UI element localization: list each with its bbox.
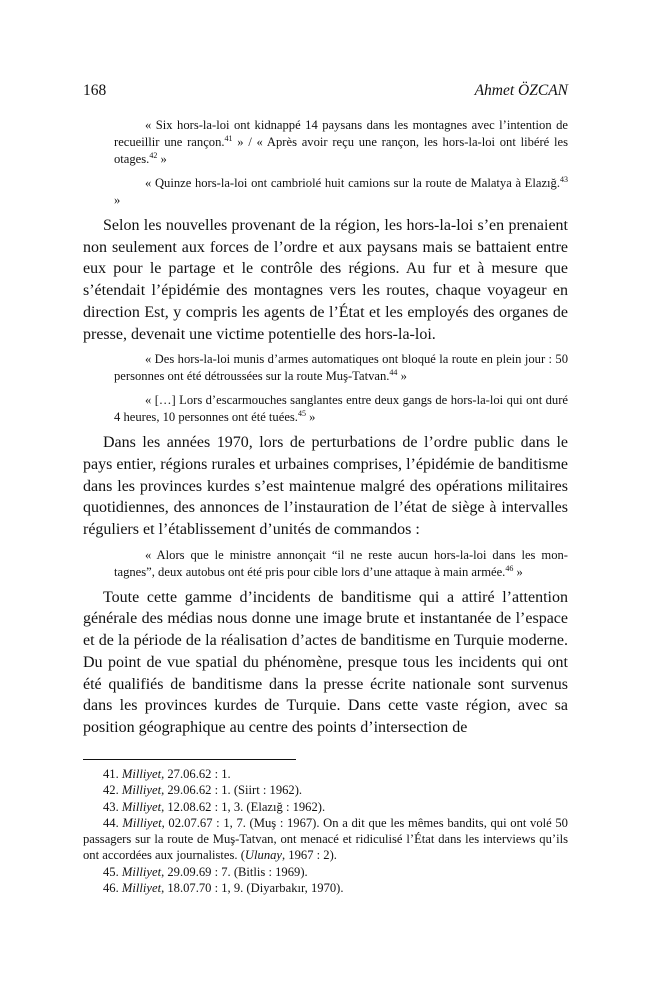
quote-text: » xyxy=(114,193,121,207)
body-paragraph: Selon les nouvelles provenant de la région, les hors-la-loi s’en prenaient non seulement aux forces de l’ordre et aux paysans mais se battaient entre eux pour le partage et le contrôle des régions. Au fur et à mesure que s’étendait l’épidémie des montagnes vers les routes, chaque voyageur en direction Est, y compris les agents de l’État et les employés des organes de presse, devenait une victime potentielle des hors-la-loi. xyxy=(83,217,568,343)
quote-text: « Alors que le ministre annonçait “il ne reste aucun hors-la-loi dans les montagnes”, deux autobus ont été pris pour cible lors d’une attaque à main armée. xyxy=(114,547,568,579)
quote-text: » xyxy=(157,152,167,166)
footnote-text: , 27.06.62 : 1. xyxy=(161,767,231,781)
footnote-number: 42. xyxy=(103,783,119,798)
block-quote xyxy=(114,117,568,168)
footnote-source: Milliyet xyxy=(122,815,162,830)
footnote xyxy=(83,799,568,815)
block-quote xyxy=(114,392,568,426)
footnote-source: Milliyet xyxy=(121,799,162,814)
footnote xyxy=(83,815,568,864)
footnote-text: , 02.07.67 : 1, 7. (Muş : 1967). On a dit que les mêmes bandits, qui ont volé 50 passagers sur la route de Muş-Tatvan, ont menacé et ridiculisé l’État dans les interviews qu’ils ont accordées aux journalistes. ( xyxy=(83,815,568,863)
quote-text: « Quinze hors-la-loi ont cambriolé huit camions sur la route de Malatya à Elazığ. xyxy=(145,176,560,190)
footnotes xyxy=(83,766,568,896)
quote-text: » xyxy=(397,369,407,384)
footnote-text: , 18.07.70 : 1, 9. (Diyarbakır, 1970). xyxy=(161,881,344,896)
footnote-ref: 41 xyxy=(224,134,233,143)
footnote-source: Milliyet xyxy=(121,881,162,896)
footnote-number: 46. xyxy=(103,881,119,896)
footnote-source: Milliyet xyxy=(121,767,162,781)
quote-text: » xyxy=(305,410,316,425)
footnote-text: , 29.09.69 : 7. (Bitlis : 1969). xyxy=(161,864,308,879)
footnote-ref: 43 xyxy=(560,175,568,184)
quote-text: » / « Après avoir reçu une rançon, les hors-la-loi ont libéré les otages. xyxy=(114,135,568,166)
block-quote xyxy=(114,547,568,581)
footnote-number: 44. xyxy=(103,815,119,830)
footnote-text: , 29.06.62 : 1. (Siirt : 1962). xyxy=(161,783,303,798)
footnote xyxy=(83,864,568,880)
footnote-number: 45. xyxy=(103,864,119,879)
footnote-number: 41. xyxy=(103,767,119,781)
footnote xyxy=(83,880,568,896)
running-head-author: Ahmet ÖZCAN xyxy=(474,82,568,99)
body-paragraph: Dans les années 1970, lors de perturbations de l’ordre public dans le pays entier, régions rurales et urbaines comprises, l’épidémie de banditisme dans les provinces kurdes s’est maintenue malgré des opérations militaires quotidiennes, des annonces de l’instauration de l’état de siège à intervalles réguliers et l’établissement d’unités de commandos : xyxy=(83,434,568,539)
footnote-source: Milliyet xyxy=(121,864,162,879)
quote-text: » xyxy=(513,564,523,579)
footnote-text: , 1967 : 2). xyxy=(282,848,337,863)
block-quote xyxy=(114,175,568,209)
footnote-ref: 45 xyxy=(297,409,306,419)
footnote xyxy=(83,766,568,782)
footnote-source: Milliyet xyxy=(121,783,162,798)
footnote-ref: 44 xyxy=(389,368,398,378)
footnote xyxy=(83,782,568,798)
quote-text: « Six hors-la-loi ont kidnappé 14 paysans dans les montagnes avec l’intention de recueillir une rançon. xyxy=(114,118,568,149)
footnote-text: , 12.08.62 : 1, 3. (Elazığ : 1962). xyxy=(161,799,326,814)
quote-text: « Des hors-la-loi munis d’armes automatiques ont bloqué la route en plein jour : 50 personnes ont été détroussées sur la route Muş-Tatvan. xyxy=(114,352,568,384)
page-header xyxy=(83,82,568,104)
page-number: 168 xyxy=(83,82,107,99)
main-text xyxy=(83,117,568,739)
footnote-ref: 42 xyxy=(149,151,158,160)
footnote-ref: 46 xyxy=(505,563,514,573)
footnote-separator xyxy=(83,759,296,760)
quote-text: « […] Lors d’escarmouches sanglantes entre deux gangs de hors-la-loi qui ont duré 4 heures, 10 personnes ont été tuées. xyxy=(114,393,568,425)
footnote-number: 43. xyxy=(103,799,119,814)
body-paragraph: Toute cette gamme d’incidents de banditisme qui a attiré l’attention générale des médias nous donne une image brute et instantanée de l’espace et de la période de la réalisation d’actes de banditisme en Turquie moderne. Du point de vue spatial du phénomène, presque tous les incidents qui ont été qualifiés de banditisme dans la presse écrite nationale sont survenus dans les provinces kurdes de Turquie. Dans cette vaste région, avec sa position géographique au centre des points d’intersection de xyxy=(83,588,568,736)
block-quote xyxy=(114,351,568,385)
footnote-source: Ulunay xyxy=(244,848,282,863)
